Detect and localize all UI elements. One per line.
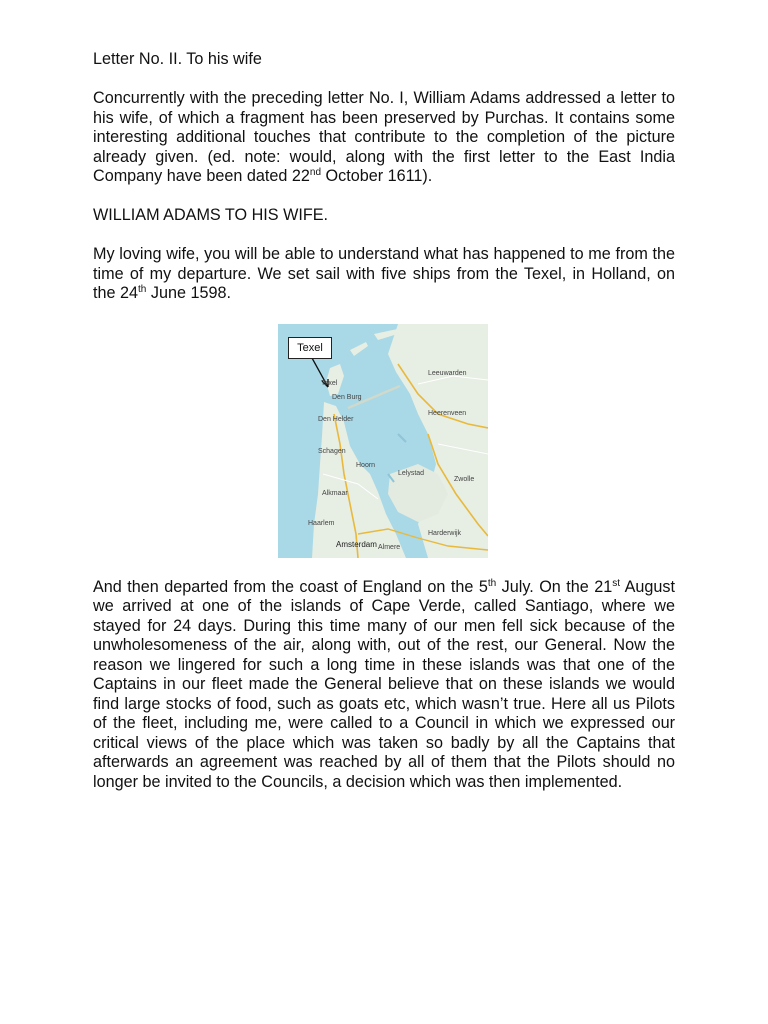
map-label-den-burg: Den Burg [332, 393, 362, 401]
map-label-hoorn: Hoorn [356, 461, 376, 469]
ordinal-suffix: nd [309, 167, 322, 178]
document-page [93, 50, 675, 792]
map-label-amsterdam: Amsterdam [336, 539, 377, 549]
map-label-schagen: Schagen [318, 447, 346, 455]
paragraph-text: My loving wife, you will be able to understand what has happened to me from the time of my departure. We set sail with five ships from the Texel, in Holland, on the 24 [93, 245, 675, 302]
paragraph-voyage [93, 578, 675, 793]
letter-heading: Letter No. II. To his wife [93, 50, 262, 68]
map-label-almere: Almere [378, 543, 401, 551]
paragraph-tail: June 1598. [146, 284, 231, 302]
map-label-zwolle: Zwolle [454, 475, 475, 483]
texel-map-figure [278, 324, 488, 558]
paragraph-text-c: August we arrived at one of the islands of Cape Verde, called Santiago, where we stayed for 24 days. During this time many of our men fell sick because of the unwholesomeness of the air, along with, out of the rest, our General. Now the reason we lingered for such a long time in these islands was that one of the Captains in our fleet made the General believe that on these islands we would find large stocks of food, such as goats etc, which wasn’t true. Here all us Pilots of the fleet, including me, were called to a Council in which we expressed our critical views of the place which was taken so badly by all the Captains that afterwards an agreement was reached by all of them that the Pilots should no longer be invited to the Councils, a decision which was then implemented. [93, 577, 675, 791]
paragraph-departure [93, 245, 675, 304]
ordinal-suffix-1: th [487, 577, 497, 589]
ordinal-suffix: th [138, 284, 147, 295]
map-label-leeuwarden: Leeuwarden [428, 369, 467, 377]
map-label-texel: Texel [321, 379, 338, 387]
map-label-den-helder: Den Helder [318, 415, 354, 423]
texel-callout-box: Texel [288, 337, 332, 359]
intro-paragraph [93, 89, 675, 187]
paragraph-text-b: July. On the 21 [496, 577, 613, 596]
map-label-harderwijk: Harderwijk [428, 529, 462, 537]
map-label-lelystad: Lelystad [398, 469, 425, 477]
letter-subheading: WILLIAM ADAMS TO HIS WIFE. [93, 206, 329, 224]
map-label-heerenveen: Heerenveen [428, 409, 467, 417]
paragraph-text-a: And then departed from the coast of England on the 5 [93, 577, 488, 596]
ordinal-suffix-2: st [612, 577, 621, 589]
intro-text: Concurrently with the preceding letter No. I, William Adams addressed a letter to his wife, of which a fragment has been preserved by Purchas. It contains some interesting additional touches that contribute to the completion of the picture already given. (ed. note: would, along with the first letter to the East India Company have been dated 22 [93, 89, 675, 185]
map-label-haarlem: Haarlem [308, 519, 335, 527]
intro-tail: October 1611). [321, 167, 433, 185]
map-label-alkmaar: Alkmaar [322, 489, 348, 497]
